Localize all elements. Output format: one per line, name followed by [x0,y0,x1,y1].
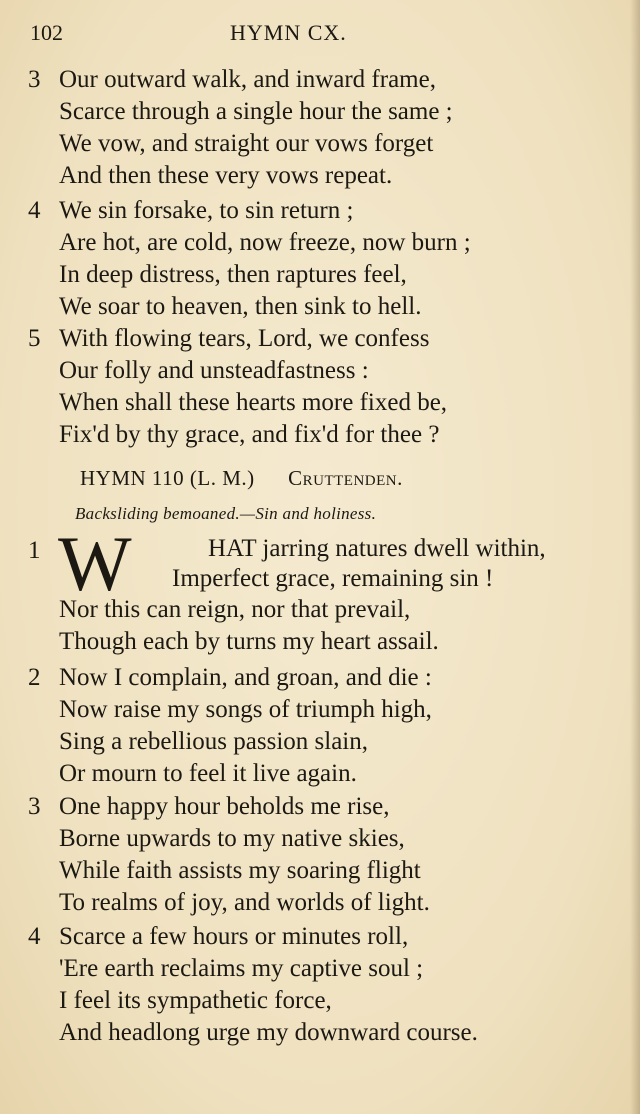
verse-line: Though each by turns my heart assail. [59,628,439,655]
verse-line: Our outward walk, and inward frame, [59,66,436,93]
verse-line: Borne upwards to my native skies, [59,825,405,852]
stanza-number: 1 [28,537,41,564]
verse-line: Imperfect grace, remaining sin ! [172,565,494,592]
hymn-author: Cruttenden. [288,466,403,490]
hymn-subject: Backsliding bemoaned.—Sin and holiness. [75,504,377,523]
verse-line: Sing a rebellious passion slain, [59,728,368,755]
verse-line: Now raise my songs of triumph high, [59,696,432,723]
verse-line: 'Ere earth reclaims my captive soul ; [59,955,424,982]
verse-line: Nor this can reign, nor that prevail, [59,596,411,623]
verse-line: And then these very vows repeat. [59,162,393,189]
stanza-number: 3 [28,793,41,820]
verse-line: Scarce a few hours or minutes roll, [59,923,409,950]
verse-line: To realms of joy, and worlds of light. [59,889,430,916]
stanza-number: 2 [28,664,41,691]
page-edge-shadow [630,0,640,1114]
page-header [30,20,620,50]
stanza-number: 4 [28,197,41,224]
verse-line: Are hot, are cold, now freeze, now burn ; [59,229,471,256]
verse-line: Our folly and unsteadfastness : [59,357,369,384]
verse-line: We vow, and straight our vows forget [59,130,434,157]
verse-line: Scarce through a single hour the same ; [59,98,453,125]
hymn-heading [80,466,403,491]
verse-line: And headlong urge my downward course. [59,1019,478,1046]
verse-line: One happy hour beholds me rise, [59,793,390,820]
running-title: HYMN CX. [230,20,347,45]
stanza-number: 4 [28,923,41,950]
verse-line: While faith assists my soaring flight [59,857,421,884]
verse-line: HAT jarring natures dwell within, [208,535,546,562]
verse-line: In deep distress, then raptures feel, [59,261,407,288]
verse-line: We sin forsake, to sin return ; [59,197,354,224]
verse-line: Fix'd by thy grace, and fix'd for thee ? [59,421,440,448]
verse-line: We soar to heaven, then sink to hell. [59,293,422,320]
hymn-number: HYMN 110 (L. M.) [80,466,255,490]
verse-line: Or mourn to feel it live again. [59,760,357,787]
stanza-number: 5 [28,325,41,352]
drop-cap: W [58,520,132,607]
verse-line: Now I complain, and groan, and die : [59,664,432,691]
verse-line: When shall these hearts more fixed be, [59,389,448,416]
stanza-number: 3 [28,66,41,93]
verse-line: With flowing tears, Lord, we confess [59,325,430,352]
verse-line: I feel its sympathetic force, [59,987,332,1014]
page-number: 102 [30,20,63,45]
